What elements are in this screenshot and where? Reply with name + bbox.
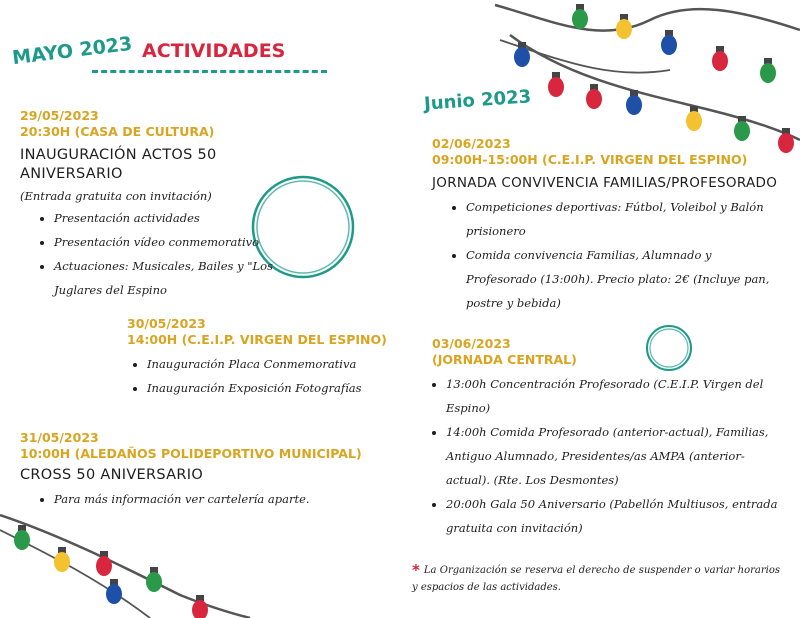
event-title: INAUGURACIÓN ACTOS 50 ANIVERSARIO (20, 147, 217, 182)
event-time-place: 10:00H (ALEDAÑOS POLIDEPORTIVO MUNICIPAL) (20, 446, 362, 461)
list-item: • 20:00h Gala 50 Aniversario (Pabellón Multiusos, entrada gratuita con invitación) (446, 492, 782, 540)
list-item: • 13:00h Concentración Profesorado (C.E.I.P. Virgen del Espino) (446, 372, 782, 420)
list-item: • 14:00h Comida Profesorado (anterior-actual), Familias, Antiguo Alumnado, Presidentes/as AMPA (anterior-actual). (Rte. Los Desmontes) (446, 420, 782, 492)
event-subtitle: (Entrada gratuita con invitación) (20, 189, 212, 203)
event-date: 30/05/2023 (127, 316, 206, 331)
list-item: • Presentación vídeo conmemorativo (54, 230, 304, 254)
event-date: 03/06/2023 (432, 336, 511, 351)
light-bulb-garland-icon (0, 495, 250, 618)
list-item: • Para más información ver cartelería aparte. (54, 487, 380, 511)
organization-note (412, 562, 780, 596)
mayo-event-block-3 (20, 430, 380, 511)
event-time-place: 09:00H-15:00H (C.E.I.P. VIRGEN DEL ESPINO) (432, 152, 748, 167)
event-time-place: 20:30H (CASA DE CULTURA) (20, 124, 215, 139)
list-item: • Presentación actividades (54, 206, 304, 230)
list-item: • Inauguración Placa Conmemorativa (147, 352, 387, 376)
list-item: • Actuaciones: Musicales, Bailes y "Los Juglares del Espino (54, 254, 304, 302)
mayo-event-block-2 (127, 316, 387, 400)
event-date: 29/05/2023 (20, 108, 99, 123)
event-title: JORNADA CONVIVENCIA FAMILIAS/PROFESORADO (432, 175, 778, 191)
junio-heading: Junio 2023 (423, 86, 532, 115)
list-item: • Inauguración Exposición Fotografías (147, 376, 387, 400)
event-date: 02/06/2023 (432, 136, 511, 151)
junio-event-block-2 (432, 336, 782, 540)
event-date: 31/05/2023 (20, 430, 99, 445)
note-text: La Organización se reserva el derecho de suspender o variar horarios y espacios de las actividades. (412, 565, 780, 593)
heading-dashed-divider (92, 70, 327, 73)
list-item: • Competiciones deportivas: Fútbol, Voleibol y Balón prisionero (466, 195, 782, 243)
event-time-place: (JORNADA CENTRAL) (432, 352, 577, 367)
activities-heading: ACTIVIDADES (142, 40, 286, 62)
event-time-place: 14:00H (C.E.I.P. VIRGEN DEL ESPINO) (127, 332, 387, 347)
junio-event-block-1 (432, 136, 782, 315)
mayo-event-block-1 (20, 108, 320, 302)
asterisk-icon: * (412, 561, 420, 579)
mayo-heading: MAYO 2023 (11, 32, 134, 70)
list-item: • Comida convivencia Familias, Alumnado y Profesorado (13:00h). Precio plato: 2€ (Incluye pan, postre y bebida) (466, 243, 782, 315)
event-title: CROSS 50 ANIVERSARIO (20, 467, 204, 483)
